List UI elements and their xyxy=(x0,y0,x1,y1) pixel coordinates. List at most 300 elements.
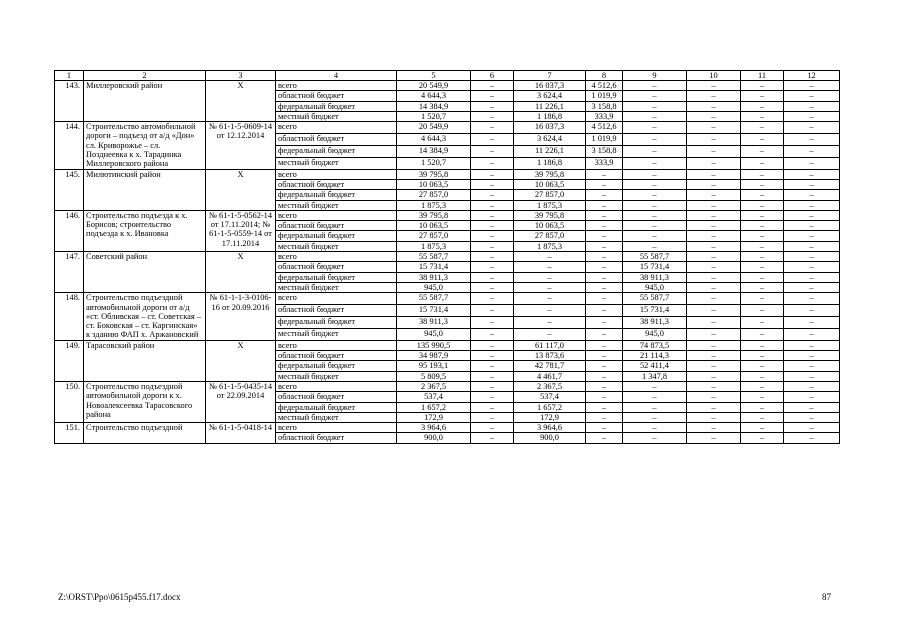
amount-cell: 20 549,9 xyxy=(397,122,471,134)
amount-cell: – xyxy=(623,433,687,443)
amount-cell: 38 911,3 xyxy=(397,316,471,328)
object-name: Миллеровский район xyxy=(84,81,206,122)
permit-document: Х xyxy=(206,252,276,293)
funding-source: местный бюджет xyxy=(276,111,397,121)
amount-cell: – xyxy=(471,252,514,262)
budget-table xyxy=(54,70,840,444)
amount-cell: – xyxy=(741,241,784,251)
amount-cell: 1 520,7 xyxy=(397,157,471,169)
amount-cell: – xyxy=(623,190,687,200)
amount-cell: – xyxy=(784,81,840,91)
amount-cell: – xyxy=(471,433,514,443)
funding-source: областной бюджет xyxy=(276,134,397,146)
amount-cell: – xyxy=(471,91,514,101)
amount-cell: 4 461,7 xyxy=(514,371,586,381)
amount-cell: – xyxy=(741,111,784,121)
amount-cell: – xyxy=(687,190,741,200)
amount-cell: – xyxy=(687,340,741,350)
amount-cell: – xyxy=(741,423,784,433)
funding-source: местный бюджет xyxy=(276,412,397,422)
amount-cell: 4 512,6 xyxy=(586,122,623,134)
amount-cell: 172,9 xyxy=(514,412,586,422)
amount-cell: – xyxy=(784,111,840,121)
permit-document: Х xyxy=(206,81,276,122)
amount-cell: – xyxy=(784,381,840,391)
amount-cell: 27 857,0 xyxy=(514,190,586,200)
amount-cell: – xyxy=(741,392,784,402)
amount-cell: – xyxy=(741,316,784,328)
amount-cell: 3 624,4 xyxy=(514,134,586,146)
amount-cell: – xyxy=(471,340,514,350)
column-number: 10 xyxy=(687,71,741,81)
amount-cell: 74 873,5 xyxy=(623,340,687,350)
column-number: 2 xyxy=(84,71,206,81)
row-number: 147. xyxy=(55,252,84,293)
amount-cell: – xyxy=(586,340,623,350)
amount-cell: 11 226,1 xyxy=(514,101,586,111)
funding-source: областной бюджет xyxy=(276,262,397,272)
amount-cell: 1 657,2 xyxy=(514,402,586,412)
amount-cell: – xyxy=(623,145,687,157)
amount-cell: 95 193,1 xyxy=(397,361,471,371)
amount-cell: – xyxy=(741,169,784,179)
amount-cell: – xyxy=(784,361,840,371)
amount-cell: 1 019,9 xyxy=(586,134,623,146)
amount-cell: – xyxy=(471,241,514,251)
amount-cell: – xyxy=(471,293,514,305)
amount-cell: 10 063,5 xyxy=(397,221,471,231)
amount-cell: 34 987,9 xyxy=(397,351,471,361)
amount-cell: 4 512,6 xyxy=(586,81,623,91)
amount-cell: – xyxy=(687,293,741,305)
permit-document: № 61-1-1-3-0106-16 от 20.09.2016 xyxy=(206,293,276,340)
amount-cell: – xyxy=(741,293,784,305)
amount-cell: – xyxy=(687,241,741,251)
amount-cell: – xyxy=(741,122,784,134)
amount-cell: – xyxy=(586,361,623,371)
amount-cell: 39 795,8 xyxy=(514,169,586,179)
amount-cell: – xyxy=(687,179,741,189)
amount-cell: – xyxy=(687,157,741,169)
amount-cell: – xyxy=(687,423,741,433)
amount-cell: 2 367,5 xyxy=(514,381,586,391)
amount-cell: – xyxy=(514,305,586,317)
funding-source: всего xyxy=(276,169,397,179)
permit-document: Х xyxy=(206,340,276,381)
amount-cell: – xyxy=(784,423,840,433)
amount-cell: – xyxy=(586,371,623,381)
amount-cell: – xyxy=(471,200,514,210)
amount-cell: – xyxy=(784,402,840,412)
amount-cell: – xyxy=(471,101,514,111)
permit-document: № 61-1-5-0609-14 от 12.12.2014 xyxy=(206,122,276,169)
object-name: Тарасовский район xyxy=(84,340,206,381)
amount-cell: – xyxy=(586,282,623,292)
funding-source: федеральный бюджет xyxy=(276,272,397,282)
amount-cell: – xyxy=(687,200,741,210)
funding-source: местный бюджет xyxy=(276,282,397,292)
amount-cell: – xyxy=(623,412,687,422)
row-number: 143. xyxy=(55,81,84,122)
amount-cell: – xyxy=(471,328,514,340)
amount-cell: 16 037,3 xyxy=(514,81,586,91)
amount-cell: – xyxy=(586,169,623,179)
amount-cell: – xyxy=(471,145,514,157)
amount-cell: 333,9 xyxy=(586,157,623,169)
amount-cell: – xyxy=(687,221,741,231)
funding-source: всего xyxy=(276,210,397,220)
amount-cell: – xyxy=(784,134,840,146)
amount-cell: 3 158,8 xyxy=(586,145,623,157)
amount-cell: – xyxy=(741,272,784,282)
amount-cell: – xyxy=(514,328,586,340)
amount-cell: – xyxy=(784,316,840,328)
amount-cell: – xyxy=(623,111,687,121)
amount-cell: 1 657,2 xyxy=(397,402,471,412)
amount-cell: 10 063,5 xyxy=(514,179,586,189)
amount-cell: – xyxy=(586,423,623,433)
amount-cell: 61 117,0 xyxy=(514,340,586,350)
amount-cell: – xyxy=(687,91,741,101)
object-name: Милютинский район xyxy=(84,169,206,210)
permit-document: Х xyxy=(206,169,276,210)
amount-cell: – xyxy=(471,134,514,146)
amount-cell: – xyxy=(471,81,514,91)
amount-cell: 39 795,8 xyxy=(397,169,471,179)
funding-source: местный бюджет xyxy=(276,371,397,381)
amount-cell: 945,0 xyxy=(397,328,471,340)
amount-cell: – xyxy=(471,231,514,241)
amount-cell: – xyxy=(471,272,514,282)
amount-cell: – xyxy=(623,134,687,146)
amount-cell: 21 114,3 xyxy=(623,351,687,361)
amount-cell: – xyxy=(687,402,741,412)
amount-cell: – xyxy=(741,262,784,272)
funding-source: всего xyxy=(276,293,397,305)
amount-cell: – xyxy=(687,252,741,262)
funding-source: местный бюджет xyxy=(276,241,397,251)
permit-document: № 61-1-5-0435-14 от 22.09.2014 xyxy=(206,381,276,422)
amount-cell: 2 367,5 xyxy=(397,381,471,391)
page-number: 87 xyxy=(822,592,831,602)
amount-cell: 38 911,3 xyxy=(623,316,687,328)
amount-cell: 1 875,3 xyxy=(514,241,586,251)
funding-source: местный бюджет xyxy=(276,157,397,169)
amount-cell: 3 964,6 xyxy=(514,423,586,433)
amount-cell: 3 964,6 xyxy=(397,423,471,433)
amount-cell: – xyxy=(586,179,623,189)
row-number: 150. xyxy=(55,381,84,422)
amount-cell: – xyxy=(586,412,623,422)
amount-cell: – xyxy=(687,101,741,111)
amount-cell: – xyxy=(784,262,840,272)
amount-cell: 945,0 xyxy=(623,328,687,340)
amount-cell: – xyxy=(784,221,840,231)
amount-cell: 1 520,7 xyxy=(397,111,471,121)
amount-cell: – xyxy=(514,262,586,272)
amount-cell: 27 857,0 xyxy=(514,231,586,241)
table-row xyxy=(55,252,840,262)
amount-cell: – xyxy=(586,210,623,220)
amount-cell: – xyxy=(623,241,687,251)
amount-cell: – xyxy=(784,328,840,340)
amount-cell: – xyxy=(623,381,687,391)
amount-cell: – xyxy=(784,101,840,111)
row-number: 145. xyxy=(55,169,84,210)
amount-cell: – xyxy=(471,157,514,169)
amount-cell: – xyxy=(471,262,514,272)
amount-cell: – xyxy=(687,433,741,443)
amount-cell: – xyxy=(687,134,741,146)
object-name: Строительство подъезда к х. Борисов; строительство подъезда к х. Ивановка xyxy=(84,210,206,251)
column-number: 8 xyxy=(586,71,623,81)
column-number-row xyxy=(55,71,840,81)
amount-cell: – xyxy=(741,91,784,101)
amount-cell: – xyxy=(784,293,840,305)
object-name: Строительство подъездной xyxy=(84,423,206,444)
amount-cell: – xyxy=(687,231,741,241)
table-row xyxy=(55,210,840,220)
funding-source: областной бюджет xyxy=(276,351,397,361)
amount-cell: 537,4 xyxy=(514,392,586,402)
amount-cell: – xyxy=(623,101,687,111)
amount-cell: – xyxy=(784,392,840,402)
amount-cell: 42 781,7 xyxy=(514,361,586,371)
amount-cell: – xyxy=(784,272,840,282)
funding-source: всего xyxy=(276,252,397,262)
amount-cell: – xyxy=(471,316,514,328)
file-path: Z:\ORST\Ppo\0615p455.f17.docx xyxy=(58,592,181,602)
amount-cell: – xyxy=(687,305,741,317)
amount-cell: – xyxy=(784,305,840,317)
funding-source: всего xyxy=(276,381,397,391)
amount-cell: – xyxy=(471,179,514,189)
amount-cell: – xyxy=(586,293,623,305)
funding-source: местный бюджет xyxy=(276,328,397,340)
object-name: Строительство подъездной автомобильной дороги от а/д «ст. Обливская – ст. Советская – ст. Боковская – ст. Каргинская» к зданию ФАП х. Аржановский xyxy=(84,293,206,340)
funding-source: всего xyxy=(276,340,397,350)
amount-cell: – xyxy=(514,252,586,262)
amount-cell: 172,9 xyxy=(397,412,471,422)
amount-cell: – xyxy=(784,157,840,169)
amount-cell: – xyxy=(741,200,784,210)
amount-cell: 900,0 xyxy=(397,433,471,443)
amount-cell: – xyxy=(784,190,840,200)
row-number: 146. xyxy=(55,210,84,251)
amount-cell: – xyxy=(741,412,784,422)
column-number: 9 xyxy=(623,71,687,81)
amount-cell: – xyxy=(741,210,784,220)
amount-cell: 14 384,9 xyxy=(397,101,471,111)
amount-cell: 55 587,7 xyxy=(623,293,687,305)
amount-cell: 1 875,3 xyxy=(514,200,586,210)
column-number: 6 xyxy=(471,71,514,81)
amount-cell: – xyxy=(741,81,784,91)
amount-cell: 39 795,8 xyxy=(397,210,471,220)
amount-cell: 900,0 xyxy=(514,433,586,443)
funding-source: всего xyxy=(276,423,397,433)
funding-source: всего xyxy=(276,81,397,91)
funding-source: федеральный бюджет xyxy=(276,361,397,371)
amount-cell: 27 857,0 xyxy=(397,190,471,200)
amount-cell: – xyxy=(741,282,784,292)
amount-cell: 38 911,3 xyxy=(397,272,471,282)
table-row xyxy=(55,340,840,350)
funding-source: областной бюджет xyxy=(276,179,397,189)
column-number: 5 xyxy=(397,71,471,81)
amount-cell: – xyxy=(471,221,514,231)
table-body xyxy=(55,71,840,444)
amount-cell: – xyxy=(784,252,840,262)
row-number: 151. xyxy=(55,423,84,444)
amount-cell: – xyxy=(586,190,623,200)
amount-cell: 333,9 xyxy=(586,111,623,121)
funding-source: федеральный бюджет xyxy=(276,402,397,412)
amount-cell: 5 809,5 xyxy=(397,371,471,381)
amount-cell: – xyxy=(471,210,514,220)
amount-cell: – xyxy=(586,392,623,402)
funding-source: федеральный бюджет xyxy=(276,101,397,111)
amount-cell: – xyxy=(784,282,840,292)
object-name: Строительство подъездной автомобильной дороги к х. Новоалексеевка Тарасовского района xyxy=(84,381,206,422)
amount-cell: – xyxy=(741,351,784,361)
amount-cell: – xyxy=(623,122,687,134)
amount-cell: – xyxy=(687,351,741,361)
column-number: 11 xyxy=(741,71,784,81)
amount-cell: – xyxy=(471,392,514,402)
amount-cell: – xyxy=(586,305,623,317)
amount-cell: – xyxy=(741,381,784,391)
column-number: 4 xyxy=(276,71,397,81)
amount-cell: 945,0 xyxy=(397,282,471,292)
amount-cell: – xyxy=(471,190,514,200)
amount-cell: 14 384,9 xyxy=(397,145,471,157)
amount-cell: – xyxy=(784,351,840,361)
amount-cell: – xyxy=(784,340,840,350)
amount-cell: 1 019,9 xyxy=(586,91,623,101)
amount-cell: – xyxy=(687,122,741,134)
amount-cell: – xyxy=(623,91,687,101)
amount-cell: – xyxy=(623,157,687,169)
amount-cell: 4 644,3 xyxy=(397,134,471,146)
permit-document: № 61-1-5-0418-14 xyxy=(206,423,276,444)
amount-cell: – xyxy=(741,101,784,111)
amount-cell: 1 186,8 xyxy=(514,157,586,169)
object-name: Советский район xyxy=(84,252,206,293)
amount-cell: – xyxy=(586,262,623,272)
amount-cell: – xyxy=(623,200,687,210)
amount-cell: – xyxy=(741,361,784,371)
funding-source: федеральный бюджет xyxy=(276,316,397,328)
amount-cell: – xyxy=(741,402,784,412)
permit-document: № 61-1-5-0562-14 от 17.11.2014; № 61-1-5-0559-14 от 17.11.2014 xyxy=(206,210,276,251)
amount-cell: – xyxy=(784,210,840,220)
amount-cell: – xyxy=(623,423,687,433)
amount-cell: – xyxy=(687,412,741,422)
object-name: Строительство автомобильной дороги – подъезд от а/д «Дон» сл. Криворожье – сл. Позднеевка к х. Тарадинка Миллеровского района xyxy=(84,122,206,169)
funding-source: областной бюджет xyxy=(276,392,397,402)
funding-source: федеральный бюджет xyxy=(276,190,397,200)
amount-cell: – xyxy=(586,200,623,210)
amount-cell: – xyxy=(586,241,623,251)
amount-cell: – xyxy=(471,402,514,412)
amount-cell: – xyxy=(586,252,623,262)
amount-cell: – xyxy=(586,381,623,391)
column-number: 12 xyxy=(784,71,840,81)
amount-cell: – xyxy=(784,200,840,210)
amount-cell: – xyxy=(687,316,741,328)
table-row xyxy=(55,423,840,433)
amount-cell: – xyxy=(514,282,586,292)
amount-cell: – xyxy=(514,293,586,305)
amount-cell: – xyxy=(687,111,741,121)
amount-cell: – xyxy=(687,392,741,402)
amount-cell: – xyxy=(784,412,840,422)
amount-cell: – xyxy=(623,221,687,231)
amount-cell: – xyxy=(623,392,687,402)
amount-cell: 15 731,4 xyxy=(623,262,687,272)
amount-cell: 15 731,4 xyxy=(397,305,471,317)
amount-cell: – xyxy=(471,412,514,422)
amount-cell: – xyxy=(514,272,586,282)
amount-cell: – xyxy=(687,210,741,220)
funding-source: федеральный бюджет xyxy=(276,231,397,241)
amount-cell: – xyxy=(784,231,840,241)
amount-cell: – xyxy=(741,179,784,189)
amount-cell: – xyxy=(741,340,784,350)
column-number: 3 xyxy=(206,71,276,81)
amount-cell: – xyxy=(586,433,623,443)
amount-cell: – xyxy=(471,169,514,179)
amount-cell: 1 875,3 xyxy=(397,200,471,210)
amount-cell: – xyxy=(623,179,687,189)
amount-cell: 55 587,7 xyxy=(397,293,471,305)
amount-cell: 15 731,4 xyxy=(397,262,471,272)
amount-cell: 16 037,3 xyxy=(514,122,586,134)
amount-cell: – xyxy=(471,381,514,391)
amount-cell: – xyxy=(741,252,784,262)
amount-cell: 3 624,4 xyxy=(514,91,586,101)
amount-cell: 135 990,5 xyxy=(397,340,471,350)
amount-cell: – xyxy=(687,262,741,272)
amount-cell: 52 411,4 xyxy=(623,361,687,371)
amount-cell: 3 158,8 xyxy=(586,101,623,111)
table-row xyxy=(55,81,840,91)
amount-cell: – xyxy=(687,371,741,381)
amount-cell: 1 186,8 xyxy=(514,111,586,121)
row-number: 149. xyxy=(55,340,84,381)
amount-cell: – xyxy=(784,371,840,381)
amount-cell: 55 587,7 xyxy=(397,252,471,262)
amount-cell: – xyxy=(784,179,840,189)
amount-cell: 38 911,3 xyxy=(623,272,687,282)
amount-cell: – xyxy=(586,316,623,328)
amount-cell: – xyxy=(471,351,514,361)
funding-source: областной бюджет xyxy=(276,91,397,101)
amount-cell: – xyxy=(741,305,784,317)
amount-cell: 1 875,3 xyxy=(397,241,471,251)
amount-cell: 39 795,8 xyxy=(514,210,586,220)
table-row xyxy=(55,293,840,305)
amount-cell: – xyxy=(687,381,741,391)
amount-cell: – xyxy=(586,402,623,412)
amount-cell: – xyxy=(784,145,840,157)
amount-cell: – xyxy=(687,328,741,340)
amount-cell: – xyxy=(623,231,687,241)
amount-cell: – xyxy=(741,328,784,340)
amount-cell: – xyxy=(741,190,784,200)
funding-source: областной бюджет xyxy=(276,221,397,231)
